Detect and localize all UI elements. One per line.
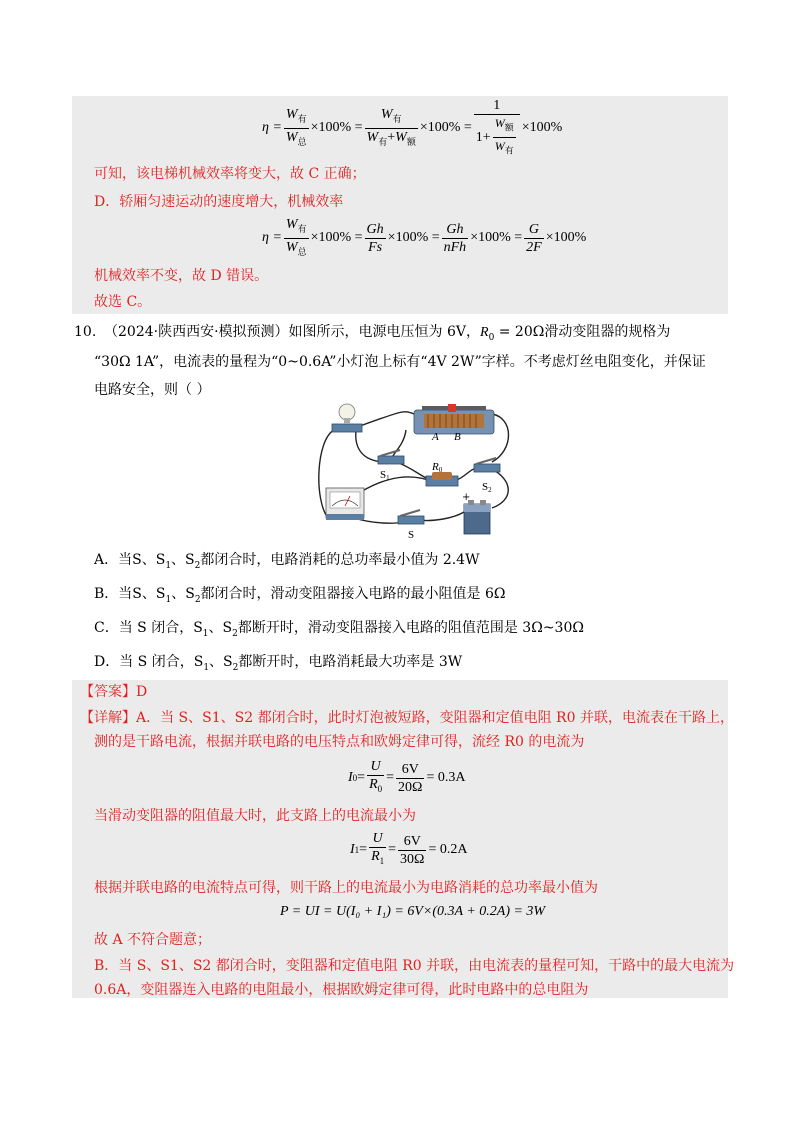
detail-line: 故 A 不符合题意； (94, 932, 212, 948)
switch-s-icon (398, 510, 424, 524)
text-line: 故选 C。 (94, 294, 152, 310)
equation-i0: I 0 = $\frac{U}{R_0}$ = $\frac{6V}{20\Omega}$ = 0.3A (348, 759, 466, 795)
ammeter-icon (326, 488, 364, 520)
question-stem-line-2: “30Ω 1A”，电流表的量程为“0~0.6A”小灯泡上标有“4V 2W”字样。不考虑灯丝电阻变化，并保证 (94, 354, 706, 370)
battery-icon (462, 492, 490, 534)
resistor-r0-icon (426, 472, 458, 486)
svg-text:S: S (408, 529, 415, 541)
svg-text:S2: S2 (482, 481, 492, 494)
question-stem-line-3: 电路安全，则（ ） (94, 382, 211, 398)
detail-line: 【详解】A．当 S、S1、S2 都闭合时，此时灯泡被短路，变阻器和定值电阻 R0 并联，电流表在干路上， (80, 710, 734, 726)
svg-text:S1: S1 (380, 469, 390, 482)
efficiency-equation-1: η = $\frac{W_有}{W_总}$ ×100% = $\frac{W_有}{W_有+W_额}$ ×100% = 1 1+ $\frac{W_额}{W_有}$ ×100% (262, 98, 563, 155)
label-b: B (454, 431, 461, 443)
detail-line: 当滑动变阻器的阻值最大时，此支路上的电流最小为 (94, 808, 416, 824)
svg-text:+: + (462, 492, 471, 503)
option-c[interactable]: C．当 S 闭合，$S_1$、$S_2$都断开时，滑动变阻器接入电路的阻值范围是 3Ω~30Ω (94, 620, 584, 639)
text-line: 机械效率不变，故 D 错误。 (94, 268, 269, 284)
detail-line: 0.6A，变阻器连入电路的电阻最小，根据欧姆定律可得，此时电路中的总电阻为 (94, 982, 589, 998)
equation-power: P = UI = U(I₀ + I₁) = 6V×(0.3A + 0.2A) = 3W (280, 904, 546, 919)
circuit-diagram (314, 400, 524, 542)
question-stem-line-1: （2024·陕西西安·模拟预测）如图所示，电源电压恒为 6V，$R_0 = 20\Omega$滑动变阻器的规格为 (104, 324, 671, 343)
text-line: D．轿厢匀速运动的速度增大，机械效率 (94, 194, 344, 210)
equation-i1: I 1 = $\frac{U}{R_1}$ = $\frac{6V}{30\Omega}$ = 0.2A (350, 831, 468, 867)
text-line: 可知，该电梯机械效率将变大，故 C 正确； (94, 166, 366, 182)
question-number: 10. (74, 324, 97, 340)
option-b[interactable]: B．当S、$S_1$、$S_2$都闭合时，滑动变阻器接入电路的最小阻值是 6Ω (94, 586, 506, 605)
efficiency-equation-2: η = $\frac{W_有}{W_总}$ ×100% = $\frac{Gh}{Fs}$ ×100% = $\frac{Gh}{\text{nFh}}$ ×100% = $\frac{G}{2F}$ ×100% (262, 216, 587, 257)
switch-s1-icon (378, 450, 404, 464)
option-d[interactable]: D．当 S 闭合，$S_1$、$S_2$都断开时，电路消耗最大功率是 3W (94, 654, 463, 673)
detail-line: B．当 S、S1、S2 都闭合时，变阻器和定值电阻 R0 并联，由电流表的量程可知，干路中的最大电流为 (94, 958, 735, 974)
rheostat-icon (414, 404, 494, 434)
option-a[interactable]: A．当S、$S_1$、$S_2$都闭合时，电路消耗的总功率最小值为 2.4W (94, 552, 480, 571)
detail-line: 根据并联电路的电流特点可得，则干路上的电流最小为电路消耗的总功率最小值为 (94, 880, 598, 896)
answer-label: 【答案】D (80, 684, 148, 700)
bulb-icon (332, 404, 362, 432)
label-a: A (432, 431, 439, 443)
detail-line: 测的是干路电流，根据并联电路的电压特点和欧姆定律可得，流经 R0 的电流为 (94, 734, 585, 750)
svg-text:R0: R0 (432, 461, 443, 474)
